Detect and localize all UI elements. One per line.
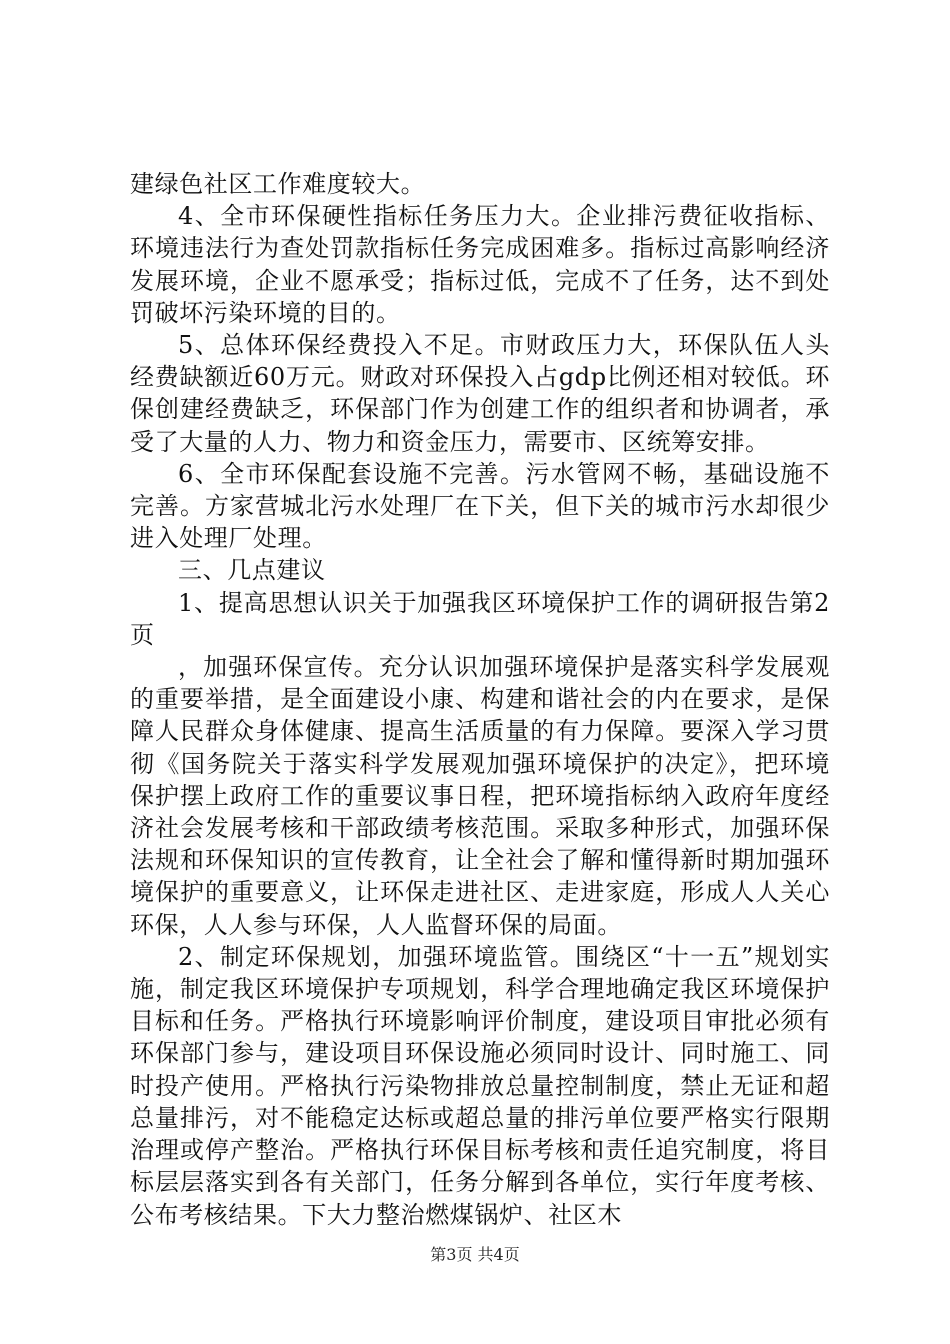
page-footer xyxy=(0,1242,950,1265)
paragraph: 1、提高思想认识关于加强我区环境保护工作的调研报告第2页 xyxy=(130,588,830,649)
section-heading: 三、几点建议 xyxy=(178,556,326,585)
paragraph: 建绿色社区工作难度较大。 xyxy=(130,170,426,198)
paragraph: 6、全市环保配套设施不完善。污水管网不畅，基础设施不完善。方家营城北污水处理厂在下关，但下关的城市污水却很少进入处理厂处理。 xyxy=(130,459,830,553)
document-body xyxy=(130,168,830,1231)
paragraph: 5、总体环保经费投入不足。市财政压力大，环保队伍人头经费缺额近60万元。财政对环保投入占gdp比例还相对较低。环保创建经费缺乏，环保部门作为创建工作的组织者和协调者，承受了大量的人力、物力和资金压力，需要市、区统筹安排。 xyxy=(130,331,830,456)
page-number: 第3页 共4页 xyxy=(430,1245,520,1264)
paragraph: 2、制定环保规划，加强环境监管。围绕区“十一五”规划实施，制定我区环境保护专项规划，科学合理地确定我区环境保护目标和任务。严格执行环境影响评价制度，建设项目审批必须有环保部门参与，建设项目环保设施必须同时设计、同时施工、同时投产使用。严格执行污染物排放总量控制制度，禁止无证和超总量排污，对不能稳定达标或超总量的排污单位要严格实行限期治理或停产整治。严格执行环保目标考核和责任追究制度，将目标层层落实到各有关部门，任务分解到各单位，实行年度考核、公布考核结果。下大力整治燃煤锅炉、社区木 xyxy=(130,942,830,1229)
paragraph: ，加强环保宣传。充分认识加强环境保护是落实科学发展观的重要举措，是全面建设小康、构建和谐社会的内在要求，是保障人民群众身体健康、提高生活质量的有力保障。要深入学习贯彻《国务院关于落实科学发展观加强环境保护的决定》，把环境保护摆上政府工作的重要议事日程，把环境指标纳入政府年度经济社会发展考核和干部政绩考核范围。采取多种形式，加强环保法规和环保知识的宣传教育，让全社会了解和懂得新时期加强环境保护的重要意义，让环保走进社区、走进家庭，形成人人关心环保，人人参与环保，人人监督环保的局面。 xyxy=(130,653,830,939)
paragraph: 4、全市环保硬性指标任务压力大。企业排污费征收指标、环境违法行为查处罚款指标任务完成困难多。指标过高影响经济发展环境，企业不愿承受；指标过低，完成不了任务，达不到处罚破坏污染环境的目的。 xyxy=(130,202,830,327)
